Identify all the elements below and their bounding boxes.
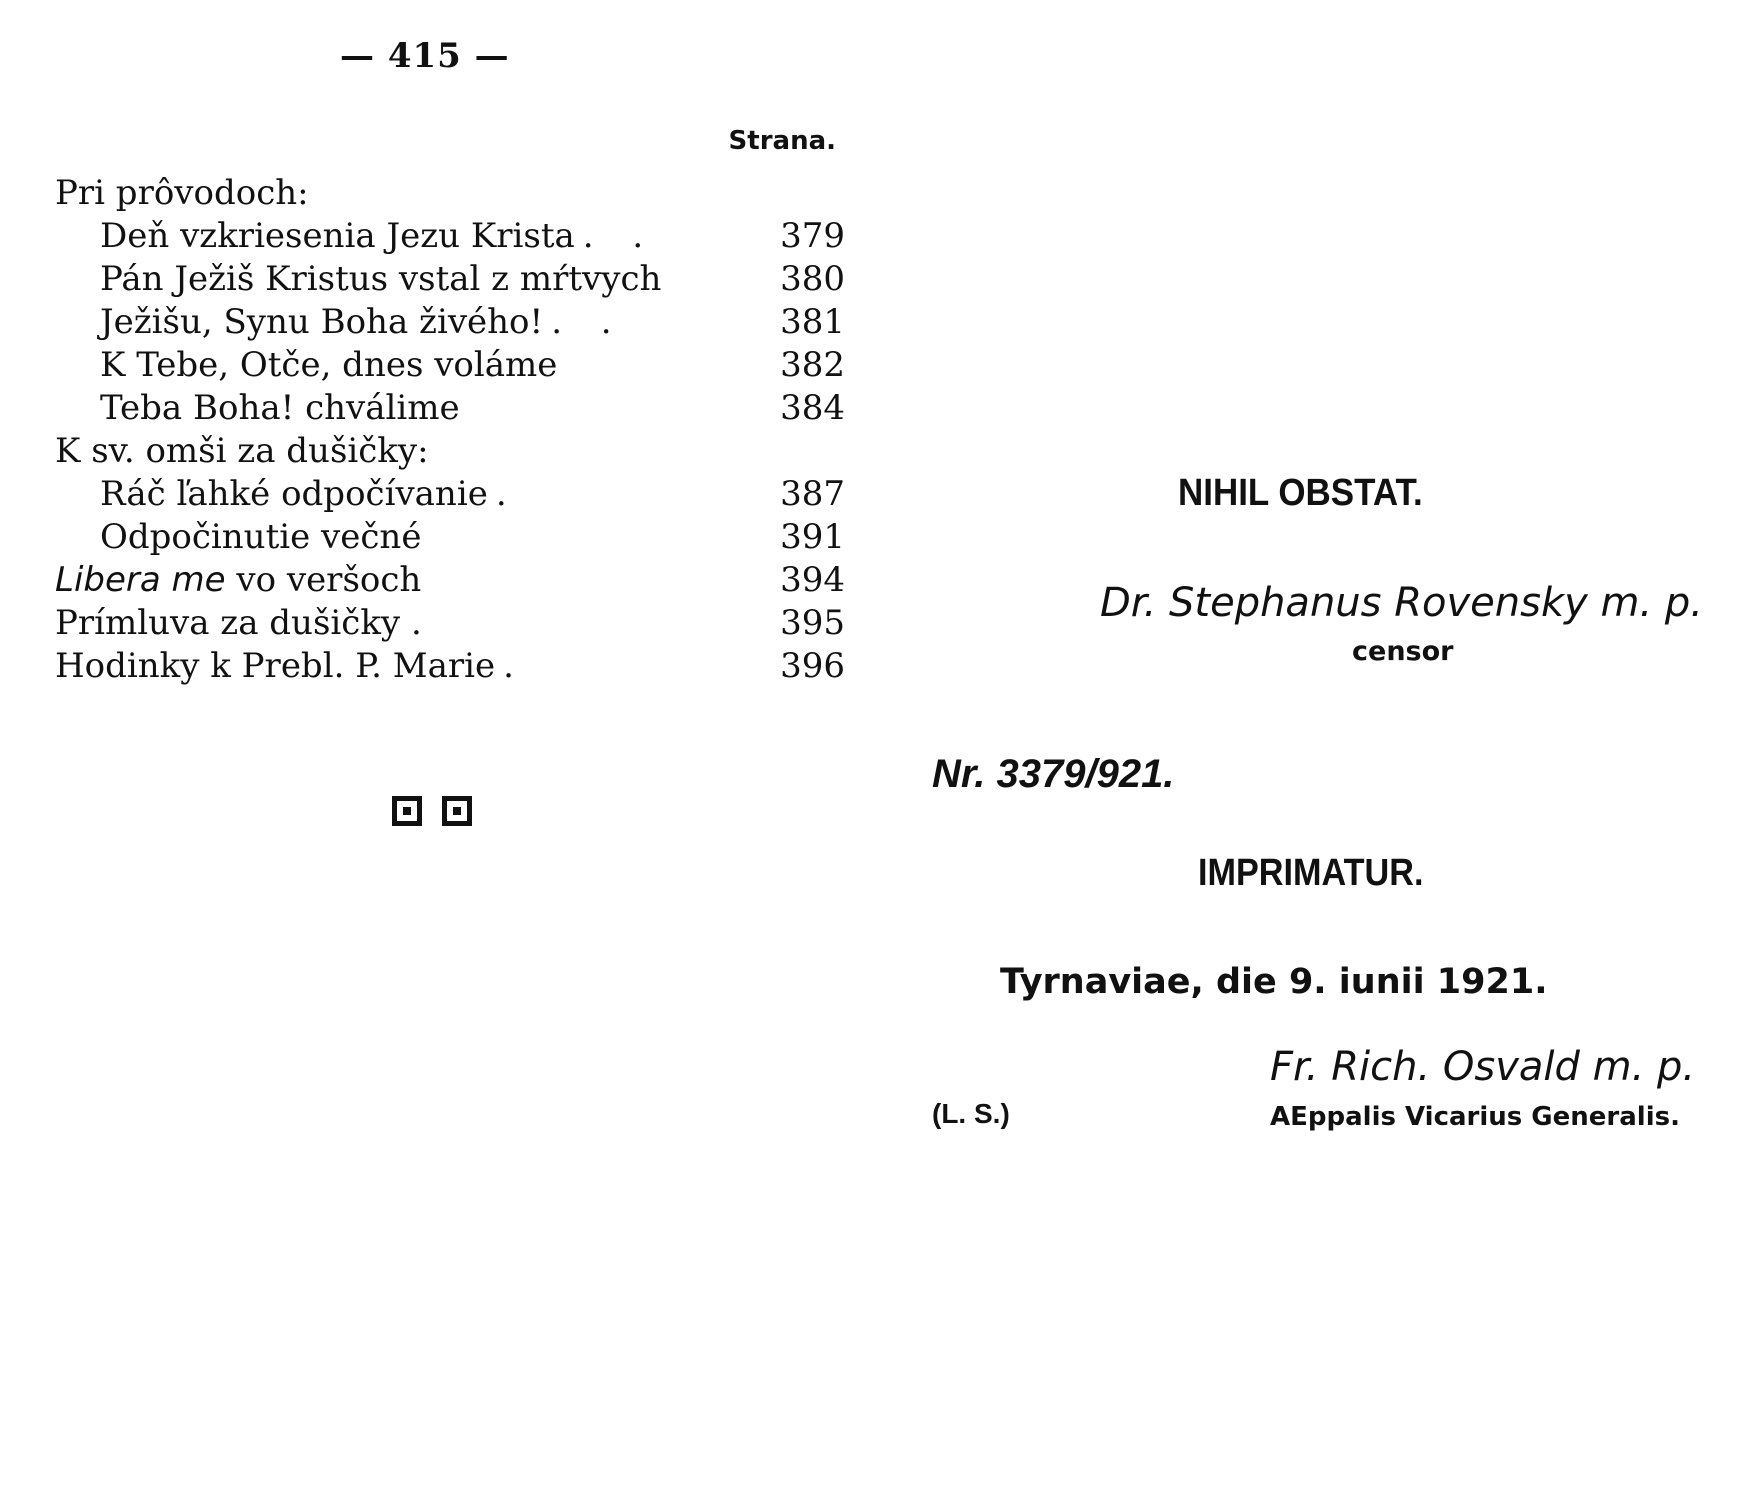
vicar-role: AEppalis Vicarius Generalis. bbox=[1270, 1102, 1680, 1132]
toc-entry-dots: . bbox=[495, 474, 521, 514]
toc-entry-label: Hodinky k Prebl. P. Marie bbox=[55, 646, 496, 686]
toc-entry-page: 381 bbox=[780, 302, 845, 342]
approval-number: Nr. 3379/921. bbox=[932, 752, 1175, 796]
toc-entry-label: K sv. omši za dušičky: bbox=[55, 431, 429, 471]
table-of-contents bbox=[55, 172, 845, 688]
toc-entry-label: Pri prôvodoch: bbox=[55, 173, 309, 213]
toc-entry-dots: . . bbox=[582, 216, 658, 256]
toc-entry-label: K Tebe, Otče, dnes voláme bbox=[100, 345, 558, 385]
toc-entry bbox=[55, 559, 845, 602]
toc-entry bbox=[55, 645, 845, 688]
toc-entry-label: Ježišu, Synu Boha živého! bbox=[100, 302, 544, 342]
ornament-square-icon bbox=[392, 796, 422, 826]
toc-entry-label: Teba Boha! chválime bbox=[100, 388, 460, 428]
toc-entry-label: Ráč ľahké odpočívanie bbox=[100, 474, 488, 514]
toc-entry-page: 382 bbox=[780, 345, 845, 385]
toc-entry bbox=[55, 602, 845, 645]
toc-entry-label bbox=[55, 559, 421, 602]
toc-entry bbox=[55, 301, 845, 344]
toc-entry-dots: . . bbox=[551, 302, 626, 342]
toc-entry-label: Pán Ježiš Kristus vstal z mŕtvych bbox=[100, 259, 662, 299]
nihil-obstat: NIHIL OBSTAT. bbox=[1178, 472, 1423, 514]
toc-entry bbox=[55, 473, 845, 516]
toc-entry-page: 395 bbox=[780, 603, 845, 643]
toc-entry bbox=[55, 215, 845, 258]
toc-entry-label-italic: Libera me bbox=[55, 560, 226, 600]
imprimatur: IMPRIMATUR. bbox=[1198, 852, 1424, 894]
toc-entry-page: 380 bbox=[780, 259, 845, 299]
toc-entry bbox=[55, 344, 845, 387]
seal-mark: (L. S.) bbox=[932, 1098, 1010, 1129]
ornament bbox=[392, 796, 472, 826]
vicar-name: Fr. Rich. Osvald m. p. bbox=[1270, 1044, 1696, 1090]
ornament-square-icon bbox=[442, 796, 472, 826]
toc-entry-dots: . bbox=[503, 646, 528, 686]
toc-entry-page: 396 bbox=[780, 646, 845, 686]
toc-entry bbox=[55, 387, 845, 430]
toc-entry-page: 387 bbox=[780, 474, 845, 514]
place-date: Tyrnaviae, die 9. iunii 1921. bbox=[1000, 962, 1548, 1002]
toc-entry-label: Prímluva za dušičky . bbox=[55, 603, 422, 643]
toc-entry-label: Deň vzkriesenia Jezu Krista bbox=[100, 216, 575, 256]
censor-name: Dr. Stephanus Rovensky m. p. bbox=[1100, 580, 1703, 626]
toc-entry-page: 394 bbox=[780, 560, 845, 600]
toc-entry-label: Odpočinutie večné bbox=[100, 517, 422, 557]
toc-entry bbox=[55, 172, 845, 215]
toc-entry bbox=[55, 516, 845, 559]
censor-role: censor bbox=[1352, 636, 1454, 667]
toc-entry-page: 384 bbox=[780, 388, 845, 428]
strana-label: Strana. bbox=[728, 126, 836, 156]
toc-entry-page: 379 bbox=[780, 216, 845, 256]
toc-entry bbox=[55, 258, 845, 301]
toc-entry-label-rest: vo veršoch bbox=[225, 560, 422, 600]
toc-entry-page: 391 bbox=[780, 517, 845, 557]
page-number: — 415 — bbox=[340, 36, 510, 76]
toc-entry bbox=[55, 430, 845, 473]
